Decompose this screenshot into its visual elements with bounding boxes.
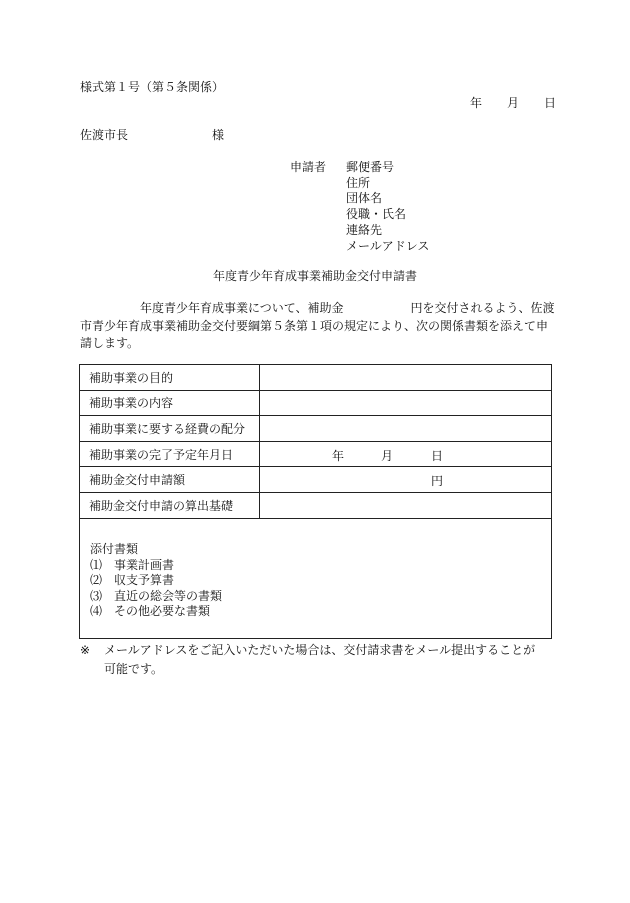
table-row xyxy=(80,467,552,493)
applicant-postal-code: 郵便番号 xyxy=(346,160,395,174)
completion-month: 月 xyxy=(381,448,394,463)
applicant-label: 申請者 xyxy=(290,160,327,174)
applicant-organization: 団体名 xyxy=(346,191,383,206)
attachments-heading: 添付書類 xyxy=(90,542,139,556)
attachments-box xyxy=(79,518,552,639)
row-label: 補助金交付申請の算出基礎 xyxy=(80,492,260,518)
applicant-address: 住所 xyxy=(346,175,371,190)
row-label: 補助事業の完了予定年月日 xyxy=(80,441,260,467)
list-item xyxy=(90,573,222,589)
date-year: 年 xyxy=(470,96,483,110)
attachments-list xyxy=(90,542,222,620)
addressee-name: 佐渡市長 xyxy=(80,128,129,142)
form-number: 様式第１号（第５条関係） xyxy=(80,80,225,94)
table-row xyxy=(80,416,552,442)
applicant-email: メールアドレス xyxy=(346,238,430,253)
row-value[interactable] xyxy=(260,365,552,391)
applicant-position-name: 役職・氏名 xyxy=(346,207,407,222)
document-title: 年度青少年育成事業補助金交付申請書 xyxy=(212,269,417,283)
note-line-2: 可能です。 xyxy=(104,662,164,676)
table-row xyxy=(80,365,552,391)
body-line-3: 請します。 xyxy=(80,336,140,350)
date-month: 月 xyxy=(507,96,520,110)
item-text: 収支予算書 xyxy=(114,573,175,588)
table-row xyxy=(80,441,552,467)
applicant-fields xyxy=(346,160,429,254)
row-value[interactable] xyxy=(260,492,552,518)
item-text: その他必要な書類 xyxy=(114,604,211,619)
row-label: 補助事業に要する経費の配分 xyxy=(80,416,260,442)
row-value[interactable] xyxy=(260,390,552,416)
row-label: 補助事業の目的 xyxy=(80,365,260,391)
table-row xyxy=(80,492,552,518)
item-number: ⑴ xyxy=(90,557,103,572)
info-table xyxy=(79,364,552,519)
body-line-1-b: 円を交付されるよう、佐渡 xyxy=(410,301,555,315)
list-item xyxy=(90,589,222,605)
row-value[interactable] xyxy=(260,416,552,442)
applicant-contact: 連絡先 xyxy=(346,222,383,237)
row-label: 補助事業の内容 xyxy=(80,390,260,416)
body-line-1 xyxy=(80,300,555,318)
row-label: 補助金交付申請額 xyxy=(80,467,260,493)
body-line-1-a: 年度青少年育成事業について、補助金 xyxy=(140,301,344,315)
addressee xyxy=(80,128,225,143)
note-mark: ※ xyxy=(80,643,91,657)
date-line xyxy=(470,96,556,111)
completion-date-value[interactable] xyxy=(260,441,552,467)
list-item xyxy=(90,558,222,574)
item-number: ⑶ xyxy=(90,588,103,603)
yen-unit: 円 xyxy=(431,474,444,489)
body-text xyxy=(80,300,555,353)
item-text: 直近の総会等の書類 xyxy=(114,588,223,603)
table-row xyxy=(80,390,552,416)
note-line-1: メールアドレスをご記入いただいた場合は、交付請求書をメール提出することが xyxy=(104,643,536,657)
body-line-2: 市青少年育成事業補助金交付要綱第５条第１項の規定により、次の関係書類を添えて申 xyxy=(80,318,549,333)
completion-year: 年 xyxy=(332,448,345,463)
requested-amount-value[interactable] xyxy=(260,467,552,493)
list-item xyxy=(90,604,222,620)
date-day: 日 xyxy=(544,96,557,110)
note-text xyxy=(104,641,535,679)
completion-day: 日 xyxy=(431,448,444,463)
item-text: 事業計画書 xyxy=(114,557,175,572)
item-number: ⑵ xyxy=(90,573,103,588)
honorific: 様 xyxy=(212,128,225,142)
item-number: ⑷ xyxy=(90,604,103,619)
